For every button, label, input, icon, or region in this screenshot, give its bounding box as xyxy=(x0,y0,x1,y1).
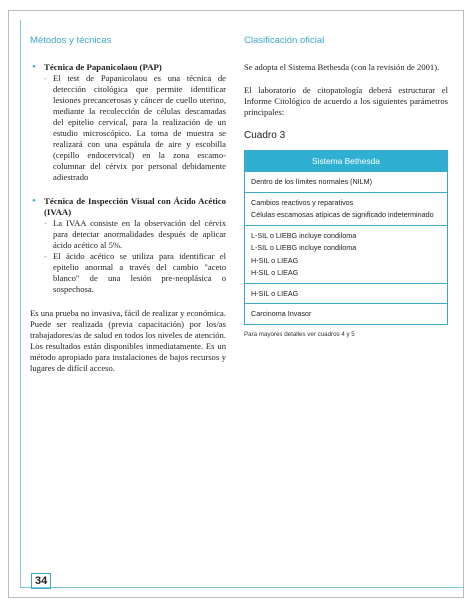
method-details-ivaa xyxy=(44,218,226,295)
method-detail: - El test de Papanicolaou es una técnica de detección citológica que permite identificar lesiones precancerosas y cáncer de cuello uterino, mediante la recolección de células descamadas del epitelio cervical, para la realización de un estudio microscópico. La toma de muestra se realizará con una espátula de aire y escobilla (cepillo endocervical) en la zona escamo-columnar del cérvix por personal debidamente adiestrado xyxy=(44,73,226,182)
left-margin-rule xyxy=(20,20,21,588)
table-row: Cambios reactivos y reparativos Células escamosas atípicas de significado indeterminado xyxy=(245,192,447,225)
lab-report-paragraph: El laboratorio de citopatología deberá estructurar el Informe Citológico de acuerdo a los siguientes parámetros principales: xyxy=(244,85,448,117)
table-footnote: Para mayores detalles ver cuadros 4 y 5 xyxy=(244,330,355,338)
ivaa-summary-paragraph: Es una prueba no invasiva, fácil de realizar y económica. Puede ser realizada (previa capacitación) por los/as trabajadores/as de salud en todos los niveles de atención. Los resultados están disponibles inmediatamente. Es un método apropiado para instalaciones de bajos recursos y lugares de difícil acceso. xyxy=(30,308,226,373)
bullet-icon: • xyxy=(32,61,36,73)
page-number: 34 xyxy=(31,573,51,589)
table-row: H-SIL o LIEAG xyxy=(245,283,447,304)
method-detail: - La IVAA consiste en la observación del cérvix para detectar anormalidades después de aplicar ácido acético al 5%. xyxy=(44,218,226,250)
method-title-ivaa: Técnica de Inspección Visual con Ácido Acético (IVAA) xyxy=(44,196,226,217)
section-heading-methods: Métodos y técnicas xyxy=(30,35,112,46)
method-detail: - El ácido acético se utiliza para identificar el epitelio anormal a través del cambio "aceto blanco" de una lesión pre-neoplásica o sospechosa. xyxy=(44,251,226,294)
method-title-pap: Técnica de Papanicolaou (PAP) xyxy=(44,62,162,72)
bethesda-table xyxy=(244,150,448,325)
methods-list xyxy=(30,62,226,295)
method-item-pap xyxy=(30,62,226,183)
right-column xyxy=(244,34,448,338)
section-heading-classification: Clasificación oficial xyxy=(244,35,325,46)
table-caption: Cuadro 3 xyxy=(244,130,286,141)
dash-icon: - xyxy=(44,251,47,261)
table-row: L-SIL o LIEBG incluye condiloma L-SIL o LIEBG incluye condiloma H-SIL o LIEAG H-SIL o LIEAG xyxy=(245,225,447,283)
left-column xyxy=(30,34,226,386)
table-header: Sistema Bethesda xyxy=(245,151,447,171)
bethesda-intro-paragraph: Se adopta el Sistema Bethesda (con la revisión de 2001). xyxy=(244,62,440,72)
table-row: Dentro de los límites normales (NILM) xyxy=(245,171,447,192)
dash-icon: - xyxy=(44,73,47,83)
bullet-icon: • xyxy=(32,195,36,207)
method-item-ivaa xyxy=(30,196,226,295)
method-details-pap xyxy=(44,73,226,183)
bottom-margin-rule xyxy=(20,587,464,588)
dash-icon: - xyxy=(44,218,47,228)
table-row: Carcinoma Invasor xyxy=(245,303,447,324)
